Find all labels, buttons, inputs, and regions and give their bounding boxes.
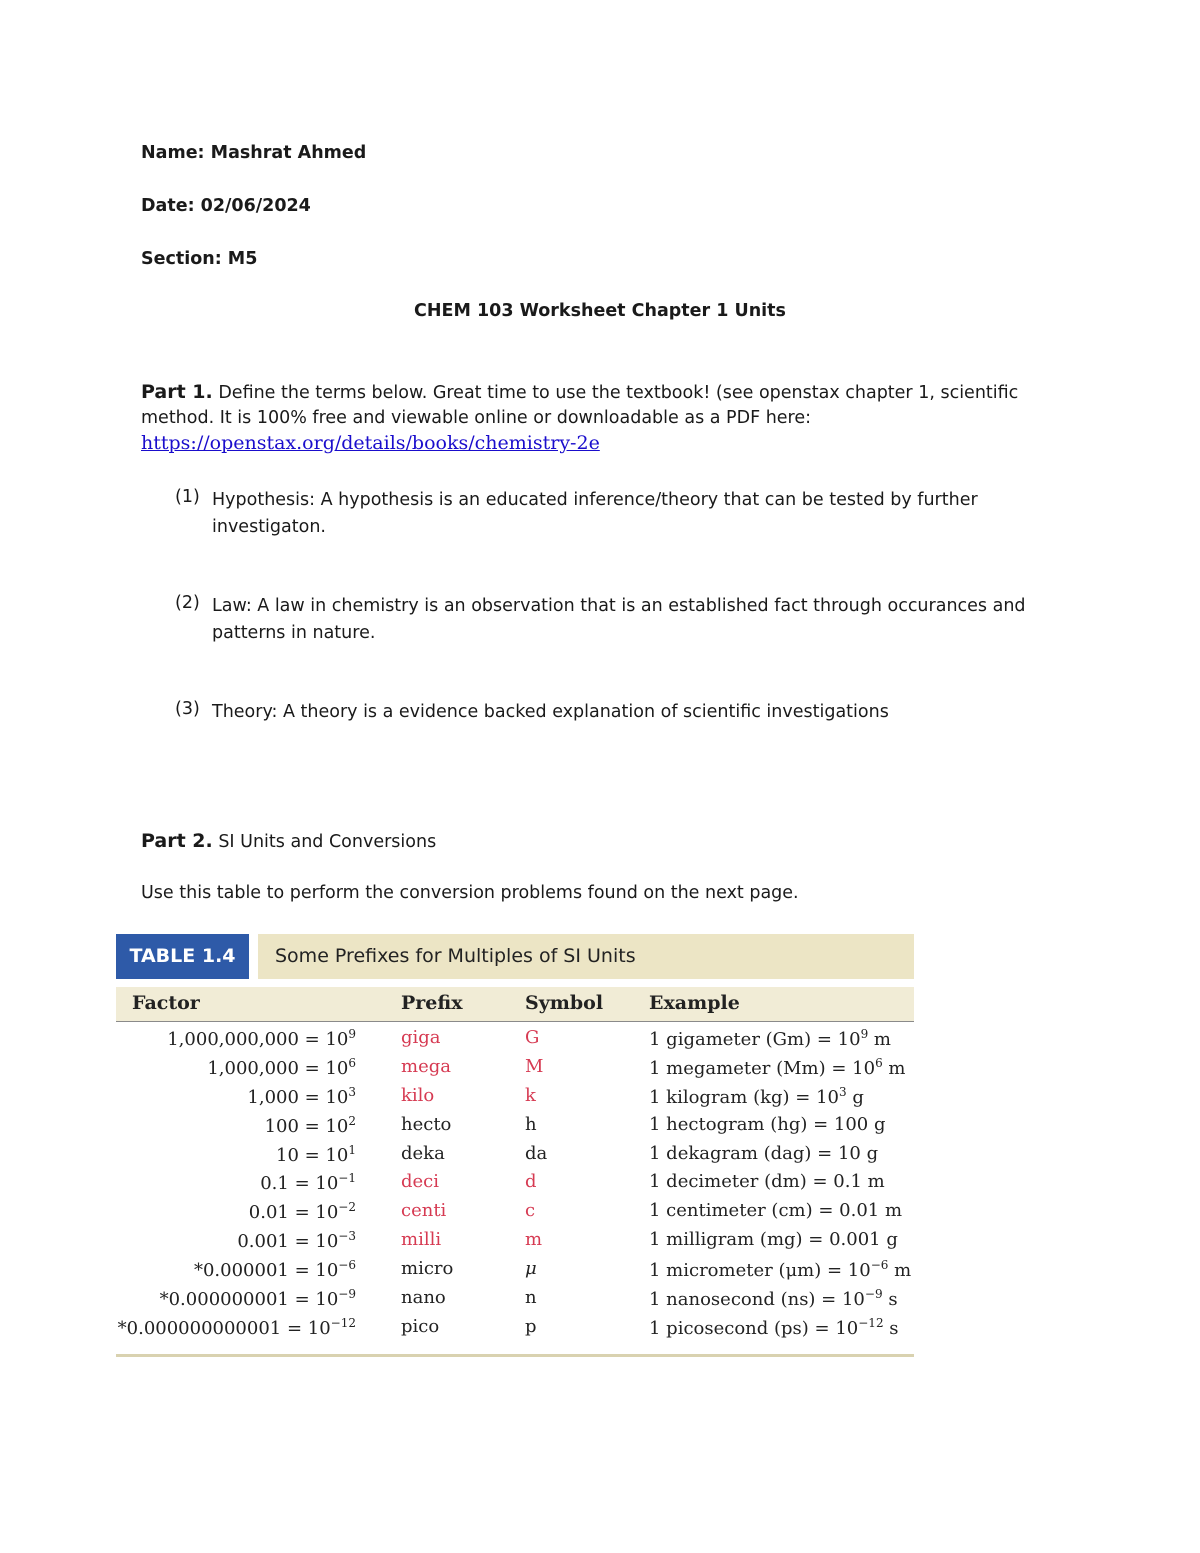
si-prefix-table [116, 934, 914, 1357]
item-number: (2) [175, 593, 200, 613]
factor-cell: $0.01 = 10^{-2}$ [248, 1200, 356, 1224]
example-cell: 1 megameter $(Mm) = 10^6$ m [649, 1055, 906, 1079]
table-row [116, 1316, 914, 1345]
table-row [116, 1143, 914, 1172]
symbol-cell: c [525, 1200, 536, 1222]
example-cell: 1 picosecond $(ps) = 10^{-12}$ s [649, 1315, 899, 1339]
example-cell: 1 kilogram $(kg) = 10^3$ g [649, 1084, 864, 1108]
name-line: Name: Mashrat Ahmed [141, 143, 367, 163]
prefix-cell: kilo [401, 1084, 435, 1106]
date-line: Date: 02/06/2024 [141, 196, 311, 216]
table-row [116, 1200, 914, 1229]
factor-cell: $*0.000000000001 = 10^{-12}$ [117, 1315, 356, 1339]
factor-cell: $100 = 10^2$ [264, 1113, 356, 1137]
example-cell: 1 centimeter (cm) = 0.01 m [649, 1200, 903, 1222]
example-cell: 1 dekagram (dag) = 10 g [649, 1142, 879, 1164]
example-cell: 1 micrometer $(\mu m) = 10^{-6}$ m [649, 1258, 912, 1282]
prefix-cell: deka [401, 1142, 445, 1164]
prefix-cell: centi [401, 1200, 447, 1222]
header-prefix: Prefix [401, 992, 463, 1014]
table-body [116, 1027, 914, 1345]
table-row [116, 1258, 914, 1287]
symbol-cell: p [525, 1315, 537, 1337]
example-cell: 1 nanosecond $(ns) = 10^{-9}$ s [649, 1287, 898, 1311]
factor-cell: $1,000,000,000 = 10^9$ [167, 1027, 356, 1050]
table-bottom-rule [116, 1354, 914, 1357]
factor-cell: $0.1 = 10^{-1}$ [260, 1171, 356, 1195]
prefix-cell: pico [401, 1315, 440, 1337]
table-row [116, 1229, 914, 1258]
prefix-cell: giga [401, 1027, 441, 1048]
item-number: (1) [175, 487, 200, 507]
example-cell: 1 hectogram (hg) = 100 g [649, 1113, 886, 1135]
item-text: Hypothesis: A hypothesis is an educated inference/theory that can be tested by further investigaton. [212, 490, 978, 537]
example-cell: 1 decimeter (dm) = 0.1 m [649, 1171, 885, 1193]
table-row [116, 1085, 914, 1114]
item-text: Law: A law in chemistry is an observation that is an established fact through occurances and patterns in nature. [212, 596, 1026, 643]
part1-intro-line2: method. It is 100% free and viewable online or downloadable as a PDF here: [141, 408, 812, 428]
factor-cell: $0.001 = 10^{-3}$ [237, 1229, 356, 1253]
header-factor: Factor [132, 992, 200, 1014]
part1-instruction: Define the terms below. Great time to use the textbook! (see openstax chapter 1, scientific [218, 383, 1019, 403]
symbol-cell: n [525, 1287, 537, 1309]
symbol-cell: d [525, 1171, 537, 1193]
prefix-cell: mega [401, 1055, 451, 1077]
table-row [116, 1114, 914, 1143]
prefix-cell: deci [401, 1171, 440, 1193]
factor-cell: $10 = 10^1$ [276, 1142, 356, 1166]
prefix-cell: milli [401, 1229, 442, 1251]
header-symbol: Symbol [525, 992, 604, 1014]
part1-label: Part 1. [141, 381, 213, 403]
prefix-cell: nano [401, 1287, 446, 1309]
item-number: (3) [175, 699, 200, 719]
table-header [116, 987, 914, 1022]
prefix-cell: micro [401, 1258, 454, 1280]
openstax-link[interactable]: https://openstax.org/details/books/chemistry-2e [141, 432, 600, 454]
symbol-cell: h [525, 1113, 537, 1135]
table-row [116, 1027, 914, 1056]
worksheet-title: CHEM 103 Worksheet Chapter 1 Units [414, 301, 786, 321]
item-text: Theory: A theory is a evidence backed explanation of scientific investigations [212, 702, 889, 722]
prefix-cell: hecto [401, 1113, 452, 1135]
header-example: Example [649, 992, 740, 1014]
symbol-cell: da [525, 1142, 548, 1164]
part2-title: SI Units and Conversions [218, 832, 437, 852]
example-cell: 1 gigameter $(Gm) = 10^9$ m [649, 1027, 891, 1050]
symbol-cell: G [525, 1027, 540, 1048]
factor-cell: $*0.000000001 = 10^{-9}$ [159, 1287, 356, 1311]
symbol-cell: μ [525, 1258, 537, 1280]
part2-heading [141, 830, 436, 852]
factor-cell: $1,000,000 = 10^6$ [207, 1055, 356, 1079]
table-caption: Some Prefixes for Multiples of SI Units [258, 934, 914, 979]
part2-label: Part 2. [141, 830, 213, 852]
table-tag: TABLE 1.4 [116, 934, 249, 979]
table-row [116, 1056, 914, 1085]
factor-cell: $1,000 = 10^3$ [247, 1084, 356, 1108]
example-cell: 1 milligram (mg) = 0.001 g [649, 1229, 898, 1251]
symbol-cell: k [525, 1084, 536, 1106]
table-row [116, 1287, 914, 1316]
section-line: Section: M5 [141, 249, 258, 269]
symbol-cell: M [525, 1055, 544, 1077]
symbol-cell: m [525, 1229, 543, 1251]
table-row [116, 1171, 914, 1200]
part2-instruction: Use this table to perform the conversion problems found on the next page. [141, 883, 799, 903]
part1-intro-line1 [141, 381, 1018, 403]
factor-cell: $*0.000001 = 10^{-6}$ [193, 1258, 356, 1282]
